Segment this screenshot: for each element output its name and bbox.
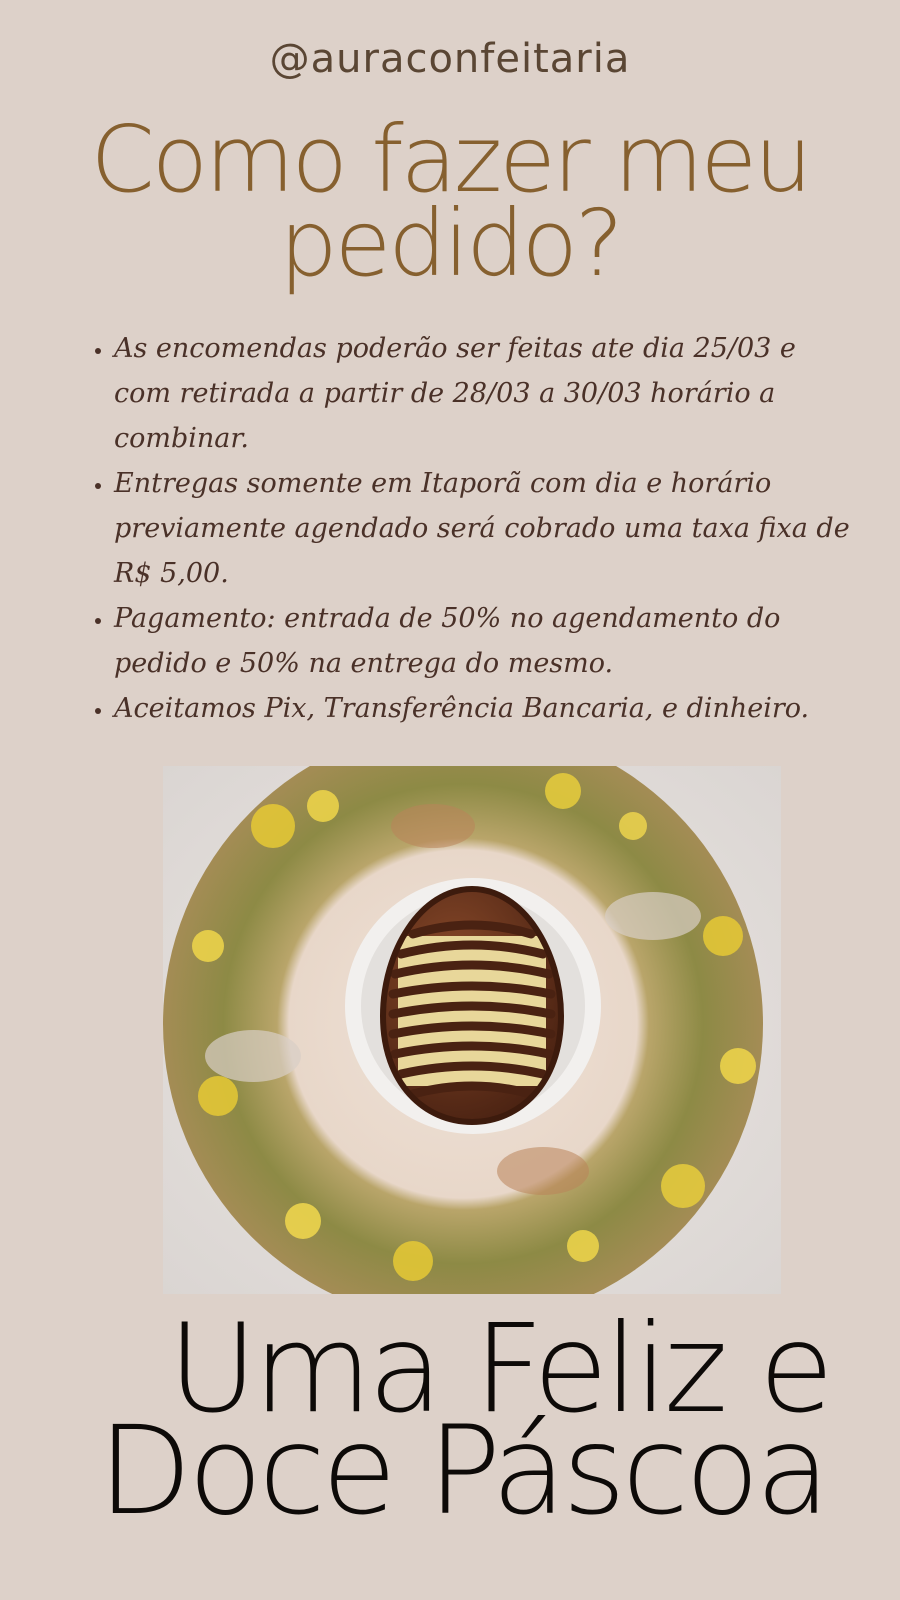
instagram-handle: @auraconfeitaria [269,36,631,82]
rule-item-methods: • Aceitamos Pix, Transferência Bancaria, e dinheiro. [114,686,854,731]
rule-item-payment: • Pagamento: entrada de 50% no agendamento do pedido e 50% na entrega do mesmo. [114,596,854,686]
greeting-line-1: Uma Feliz e [168,1298,830,1440]
page-title: Como fazer meu pedido? [90,106,810,297]
greeting-line-2: Doce Páscoa [98,1400,827,1542]
rule-item-dates: • As encomendas poderão ser feitas ate dia 25/03 e com retirada a partir de 28/03 a 30/03 horário a combinar. [114,326,854,461]
rule-item-delivery: • Entregas somente em Itaporã com dia e horário previamente agendado será cobrado uma taxa fixa de R$ 5,00. [114,461,854,596]
easter-greeting [60,1298,900,1542]
easter-egg-photo [163,766,781,1294]
order-rules-list [88,326,854,731]
